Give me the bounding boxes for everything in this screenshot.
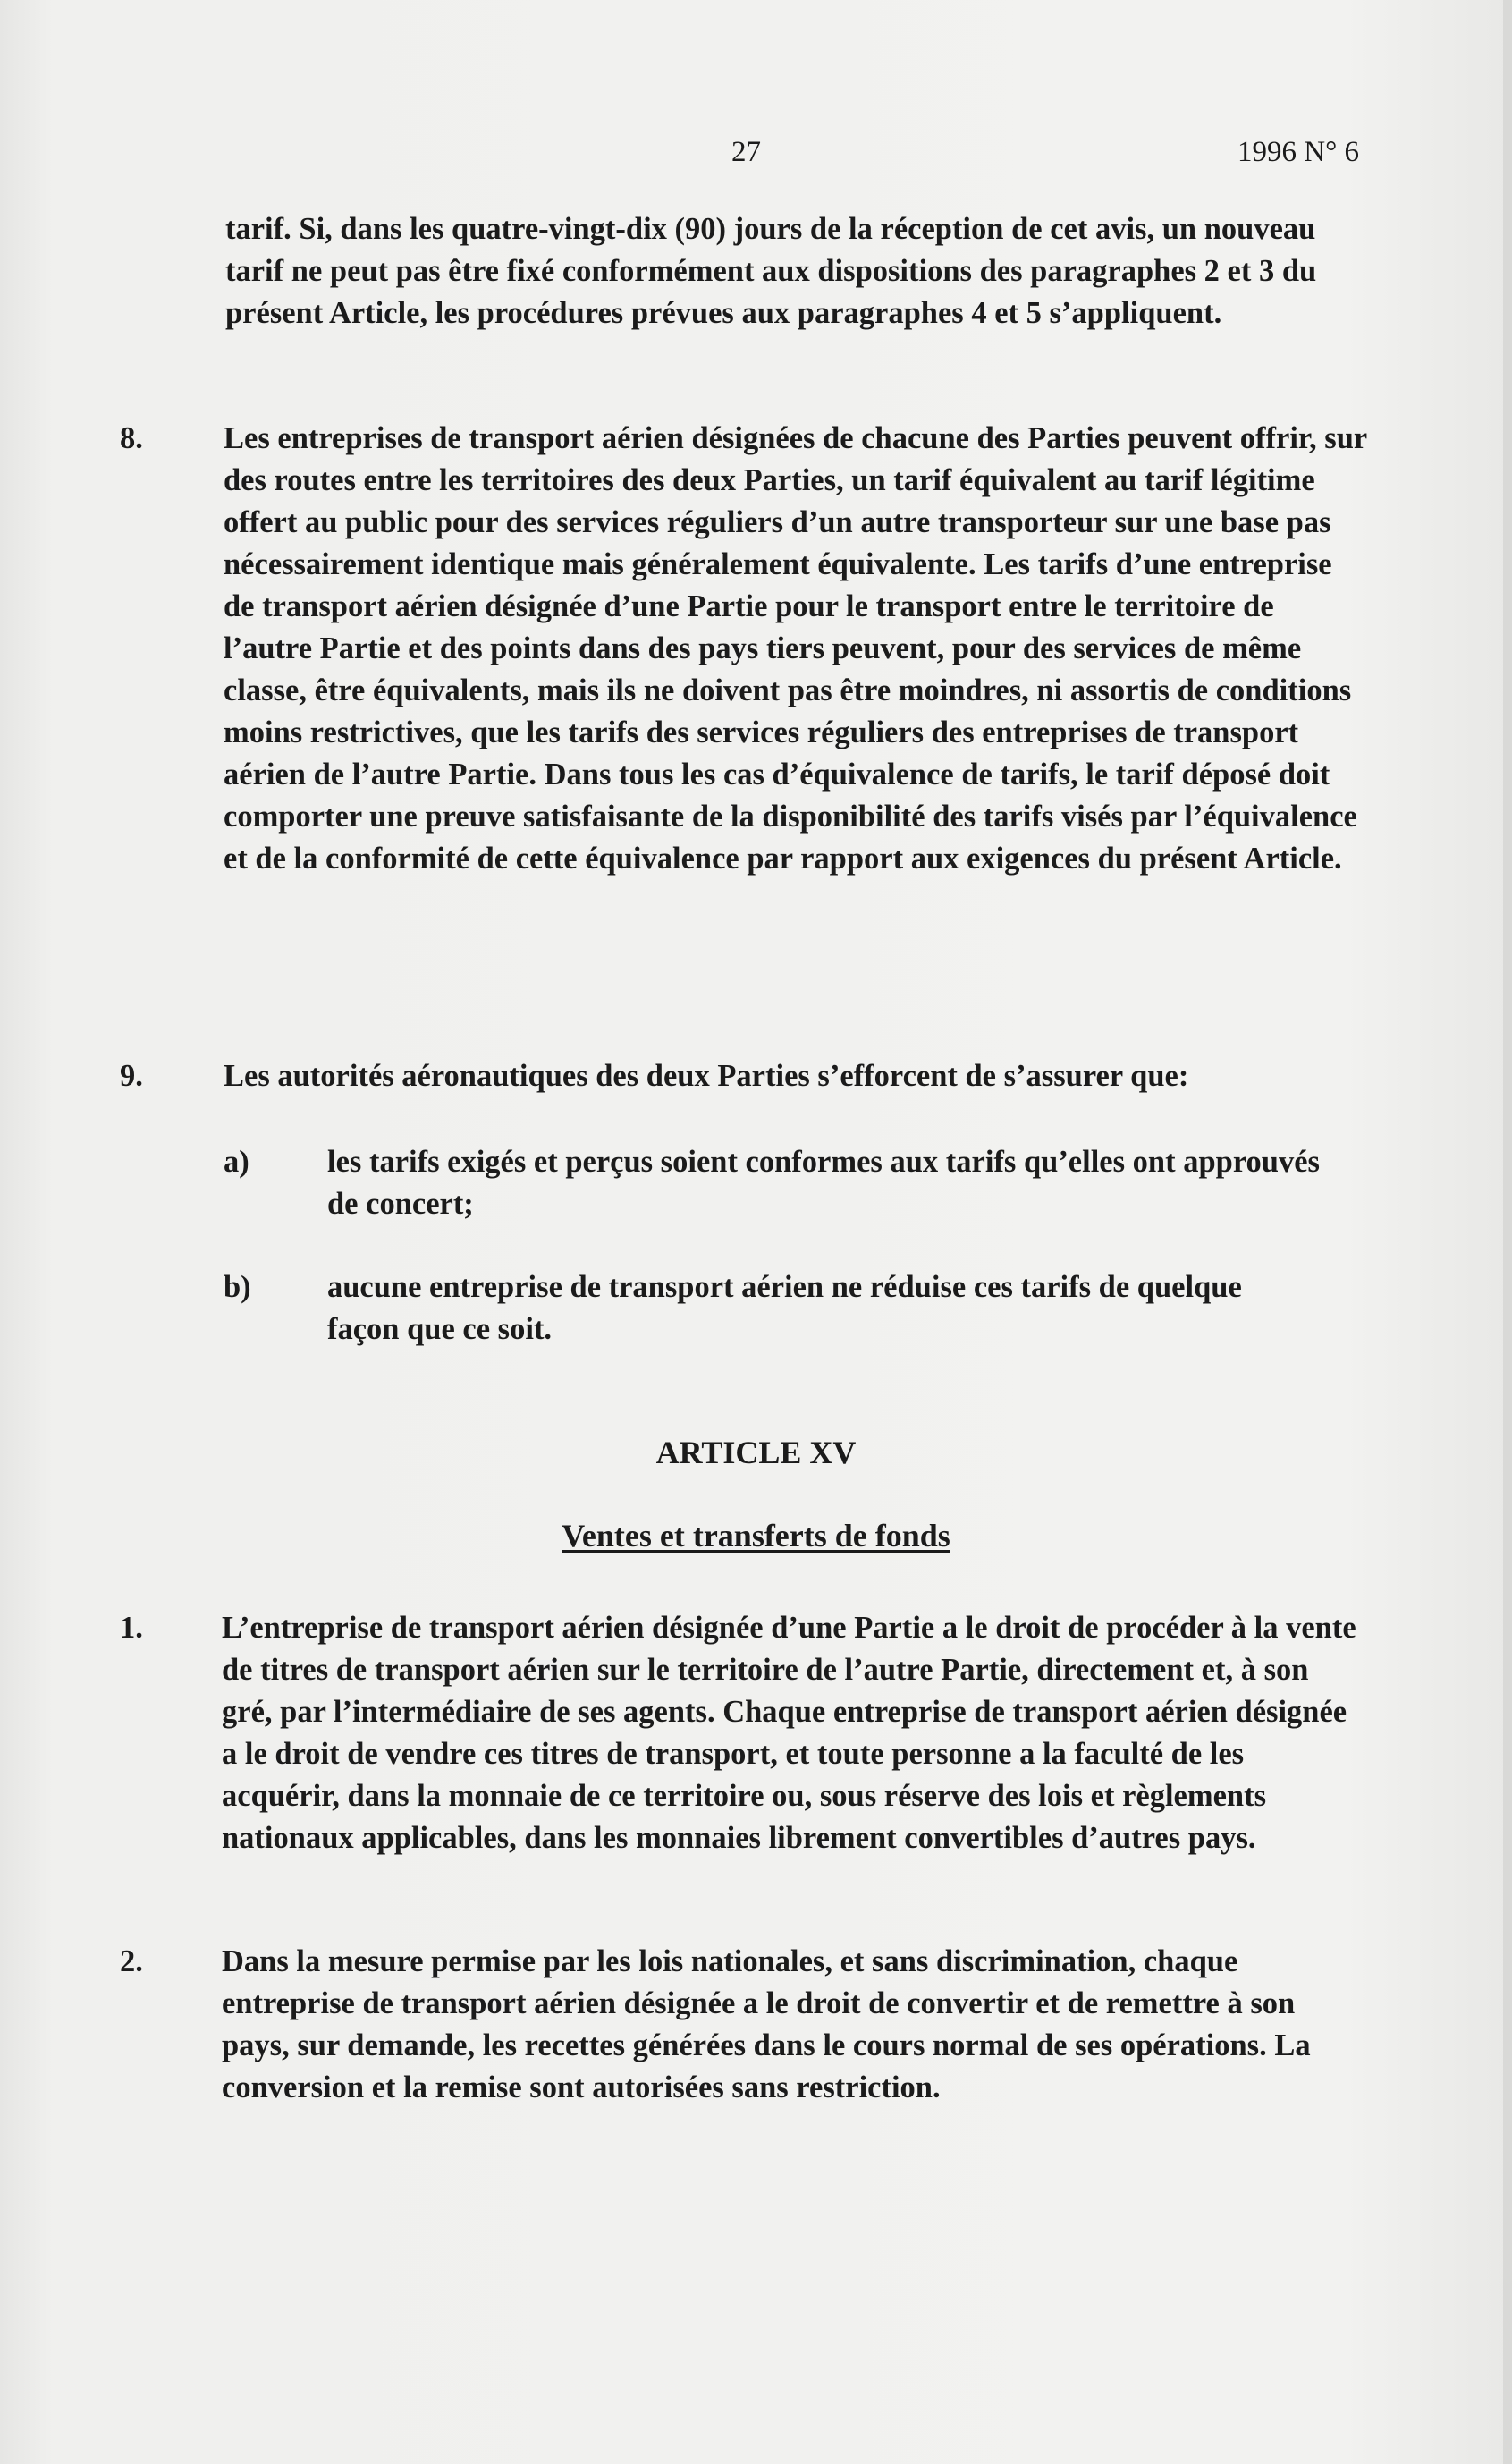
continuation-paragraph: tarif. Si, dans les quatre-vingt-dix (90) jours de la réception de cet avis, un nouveau tarif ne peut pas être fixé conformément aux dispositions des paragraphes 2 et 3 du présent Article, les procédures prévues aux paragraphes 4 et 5 s’appliquent. [225,212,1317,330]
item-b: aucune entreprise de transport aérien ne réduise ces tarifs de quelque façon que ce soit. [327,1270,1242,1346]
article-paragraph-number-1: 1. [120,1611,143,1645]
page-edge [1503,0,1512,2464]
paragraph-9: Les autorités aéronautiques des deux Parties s’efforcent de s’assurer que: [224,1059,1189,1093]
article-paragraph-2: Dans la mesure permise par les lois nationales, et sans discrimination, chaque entreprise de transport aérien désignée a le droit de convertir et de remettre à son pays, sur demande, les recettes générées dans le cours normal de ses opérations. La conversion et la remise sont autorisées sans restriction. [222,1944,1311,2104]
article-paragraph-1: L’entreprise de transport aérien désignée d’une Partie a le droit de procéder à la vente de titres de transport aérien sur le territoire de l’autre Partie, directement et, à son gré, par l’intermédiaire de ses agents. Chaque entreprise de transport aérien désignée a le droit de vendre ces titres de transport, et toute personne a la faculté de les acquérir, dans la monnaie de ce territoire ou, sous réserve des lois et règlements nationaux applicables, dans les monnaies librement convertibles d’autres pays. [222,1611,1356,1855]
paragraph-8: Les entreprises de transport aérien désignées de chacune des Parties peuvent offrir, sur des routes entre les territoires des deux Parties, un tarif équivalent au tarif légitime offert au public pour des services réguliers d’un autre transporteur sur une base pas nécessairement identique mais généralement équivalente. Les tarifs d’une entreprise de transport aérien désignée d’une Partie pour le transport entre le territoire de l’autre Partie et des points dans des pays tiers peuvent, pour des services de même classe, être équivalents, mais ils ne doivent pas être moindres, ni assortis de conditions moins restrictives, que les tarifs des services réguliers des entreprises de transport aérien de l’autre Partie. Dans tous les cas d’équivalence de tarifs, le tarif déposé doit comporter une preuve satisfaisante de la disponibilité des tarifs visés par l’équivalence et de la conformité de cette équivalence par rapport aux exigences du présent Article. [224,421,1367,876]
item-label-b: b) [224,1270,251,1304]
item-label-a: a) [224,1145,249,1179]
page-number: 27 [731,136,761,168]
paragraph-number-8: 8. [120,421,143,455]
article-subtitle: Ventes et transferts de fonds [562,1518,950,1554]
article-paragraph-number-2: 2. [120,1944,143,1978]
issue-reference: 1996 N° 6 [1237,136,1360,168]
article-title: ARTICLE XV [655,1435,857,1470]
paragraph-number-9: 9. [120,1059,143,1093]
item-a: les tarifs exigés et perçus soient conformes aux tarifs qu’elles ont approuvés de concert; [327,1145,1320,1221]
article-subtitle-row [0,1517,1512,1554]
